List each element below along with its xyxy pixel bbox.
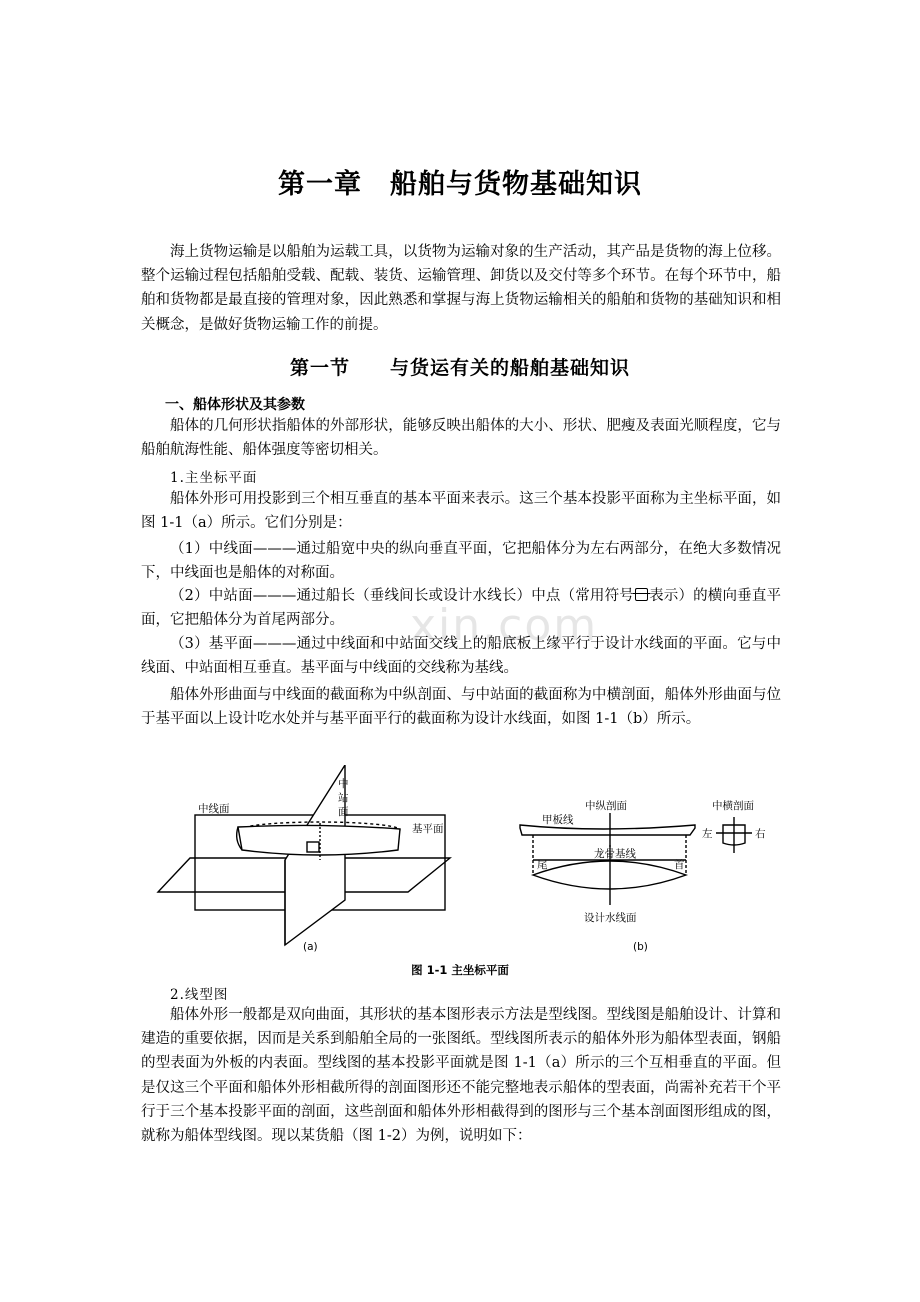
principal-planes-paragraph: 船体外形可用投影到三个相互垂直的基本平面来表示。这三个基本投影平面称为主坐标平面，如图 1-1（a）所示。它们分别是： — [141, 491, 781, 532]
figure-principal-planes — [150, 765, 790, 965]
label-stern: 尾 — [537, 859, 548, 871]
subsection-heading: 一、船体形状及其参数 — [165, 397, 305, 413]
label-right: 右 — [755, 828, 766, 840]
label-base-plane: 基平面 — [412, 823, 444, 835]
label-center-long-section: 中纵剖面 — [585, 800, 627, 812]
label-keel-baseline: 龙骨基线 — [594, 848, 636, 860]
label-deck-line: 甲板线 — [542, 814, 574, 826]
label-b: (b) — [633, 941, 648, 953]
chapter-title: 第一章 船舶与货物基础知识 — [278, 169, 642, 200]
label-midstation-1: 中 — [338, 778, 349, 790]
item1-heading: 1.主坐标平面 — [170, 470, 258, 486]
figure-caption: 图 1-1 主坐标平面 — [411, 963, 509, 977]
section-title: 第一节 与货运有关的船舶基础知识 — [289, 357, 630, 379]
lines-plan-paragraph: 船体外形一般都是双向曲面，其形状的基本图形表示方法是型线图。型线图是船舶设计、计算和建造的重要依据，因而是关系到船舶全局的一张图纸。型线图所表示的船体外形为船体型表面，钢船的型表面为外板的内表面。型线图的基本投影平面就是图 1-1（a）所示的三个互相垂直的平面。但是仅这三个平面和船体外形相截所得的剖面图形还不能完整地表示船体的型表面，尚需补充若干个平行于三个基本投影平面的剖面，这些剖面和船体外形相截得到的图形与三个基本剖面图形组成的图，就称为船体型线图。现以某货船（图 1-2）为例，说明如下： — [141, 1007, 781, 1145]
item2-heading: 2.线型图 — [170, 987, 229, 1003]
sections-paragraph: 船体外形曲面与中线面的截面称为中纵剖面、与中站面的截面称为中横剖面，船体外形曲面与位于基平面以上设计吃水处并与基平面平行的截面称为设计水线面，如图 1-1（b）所示。 — [141, 687, 781, 728]
label-bow: 首 — [674, 859, 685, 871]
label-midstation-2: 站 — [338, 792, 349, 804]
label-centerline-plane: 中线面 — [198, 803, 230, 815]
label-left: 左 — [702, 828, 713, 840]
label-design-waterplane: 设计水线面 — [584, 912, 637, 924]
label-a: (a) — [303, 941, 318, 953]
watermark: xin.com — [410, 600, 599, 651]
hull-shape-paragraph: 船体的几何形状指船体的外部形状，能够反映出船体的大小、形状、肥瘦及表面光顺程度，它与船舶航海性能、船体强度等密切相关。 — [141, 418, 781, 459]
midstation-plane-paragraph — [141, 584, 781, 632]
amidships-symbol-icon — [635, 588, 648, 601]
label-center-trans-section: 中横剖面 — [712, 800, 754, 812]
centerline-plane-paragraph: （1）中线面———通过船宽中央的纵向垂直平面，它把船体分为左右两部分，在绝大多数情况下，中线面也是船体的对称面。 — [141, 541, 781, 582]
intro-paragraph: 海上货物运输是以船舶为运载工具，以货物为运输对象的生产活动，其产品是货物的海上位移。整个运输过程包括船舶受载、配载、装货、运输管理、卸货以及交付等多个环节。在每个环节中，船舶和货物都是最直接的管理对象，因此熟悉和掌握与海上货物运输相关的船舶和货物的基础知识和相关概念，是做好货物运输工作的前提。 — [141, 244, 781, 333]
base-plane-paragraph: （3）基平面———通过中线面和中站面交线上的船底板上缘平行于设计水线面的平面。它与中线面、中站面相互垂直。基平面与中线面的交线称为基线。 — [141, 636, 781, 677]
midstation-text-tail: 表示）的横向垂直平面，它把船体分为首尾两部分。 — [141, 588, 781, 629]
label-midstation-3: 面 — [338, 806, 349, 818]
midstation-text: （2）中站面———通过船长（垂线间长或设计水线长）中点（常用符号 — [170, 588, 634, 604]
deck-line — [520, 825, 695, 835]
